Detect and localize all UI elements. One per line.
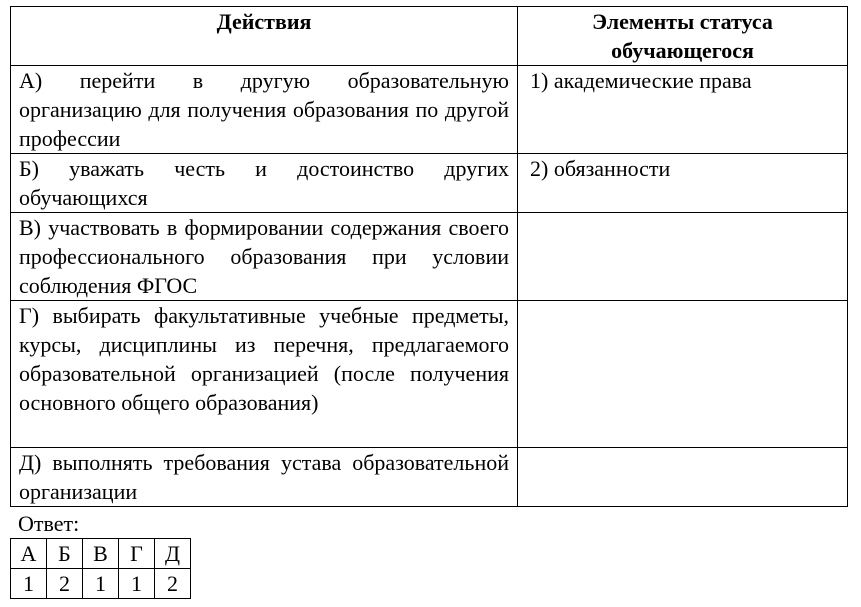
- answer-letter: Б: [47, 539, 83, 569]
- action-cell-d: Д) выполнять требования устава образовательной организации: [11, 448, 518, 507]
- status-cell-1: 1) академические права: [518, 66, 848, 154]
- answer-letters-row: [11, 539, 191, 569]
- header-actions: Действия: [11, 7, 518, 66]
- matching-table: [10, 6, 848, 507]
- answer-letter: А: [11, 539, 47, 569]
- status-cell-empty-v: [518, 213, 848, 301]
- header-row: [11, 7, 848, 66]
- status-cell-empty-d: [518, 448, 848, 507]
- table-row: [11, 213, 848, 301]
- table-row: [11, 66, 848, 154]
- answer-value: 2: [155, 569, 191, 599]
- status-cell-2: 2) обязанности: [518, 154, 848, 213]
- action-cell-a: А) перейти в другую образовательную организацию для получения образования по другой профессии: [11, 66, 518, 154]
- answer-letter: Д: [155, 539, 191, 569]
- answer-value: 1: [119, 569, 155, 599]
- action-cell-b: Б) уважать честь и достоинство других обучающихся: [11, 154, 518, 213]
- answer-value: 1: [11, 569, 47, 599]
- table-row: [11, 301, 848, 448]
- table-row: [11, 154, 848, 213]
- answer-table: [10, 538, 191, 599]
- answer-letter: В: [83, 539, 119, 569]
- action-cell-v: В) участвовать в формировании содержания своего профессионального образования при условии соблюдения ФГОС: [11, 213, 518, 301]
- header-status: Элементы статуса обучающегося: [518, 7, 848, 66]
- action-cell-g: Г) выбирать факультативные учебные предметы, курсы, дисциплины из перечня, предлагаемого образовательной организацией (после получения основного общего образования): [11, 301, 518, 448]
- table-row: [11, 448, 848, 507]
- answer-letter: Г: [119, 539, 155, 569]
- answer-values-row: [11, 569, 191, 599]
- status-cell-empty-g: [518, 301, 848, 448]
- answer-value: 1: [83, 569, 119, 599]
- answer-label: Ответ:: [18, 511, 80, 536]
- answer-value: 2: [47, 569, 83, 599]
